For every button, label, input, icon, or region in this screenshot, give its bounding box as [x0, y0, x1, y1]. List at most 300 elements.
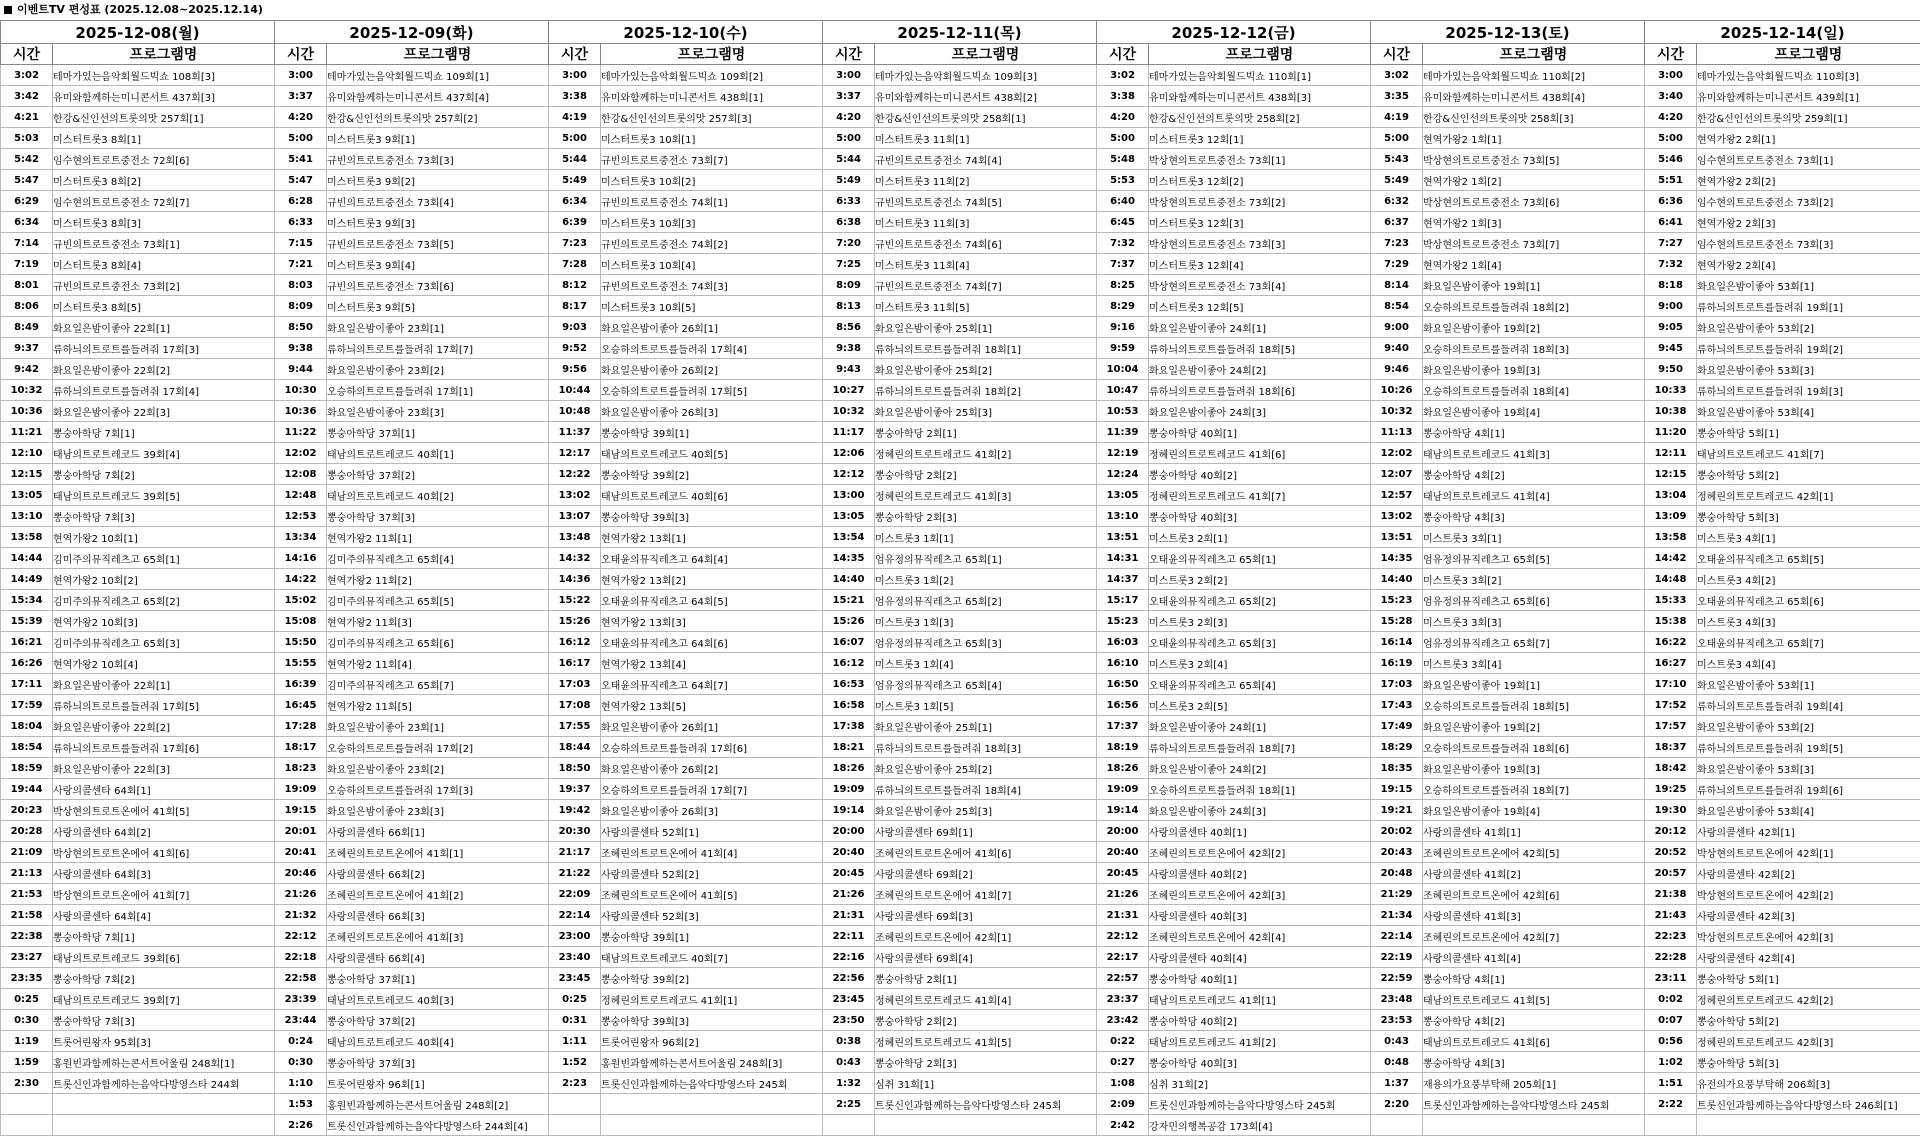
time-cell: 7:23: [1371, 233, 1423, 254]
time-cell: 9:56: [549, 359, 601, 380]
time-cell: 14:22: [275, 569, 327, 590]
table-row: [1, 1115, 1920, 1136]
program-cell: 오승하의트로트를들려줘 17회[4]: [601, 338, 823, 359]
time-cell: 23:11: [1645, 968, 1697, 989]
time-cell: 2:23: [549, 1073, 601, 1094]
time-cell: 7:37: [1097, 254, 1149, 275]
program-cell: 류하늬의트로트를들려줘 19회[1]: [1697, 296, 1920, 317]
program-cell: 박상현의트로트온에어 41회[5]: [53, 800, 275, 821]
program-cell: 화요일은밤이좋아 23회[1]: [327, 317, 549, 338]
program-cell: 현역가왕2 2회[4]: [1697, 254, 1920, 275]
program-cell: 화요일은밤이좋아 24회[2]: [1149, 359, 1371, 380]
time-cell: 12:15: [1645, 464, 1697, 485]
program-cell: 트롯신인과함께하는음악다방영스타 245회: [1423, 1094, 1645, 1115]
program-cell: 사랑의콜센타 40회[2]: [1149, 863, 1371, 884]
time-cell: 5:00: [1645, 128, 1697, 149]
time-cell: 9:00: [1371, 317, 1423, 338]
time-cell: [1, 1115, 53, 1136]
time-cell: 1:52: [549, 1052, 601, 1073]
time-cell: 8:09: [275, 296, 327, 317]
table-row: [1, 254, 1920, 275]
program-cell: 류하늬의트로트를들려줘 18회[4]: [875, 779, 1097, 800]
time-cell: 10:32: [1371, 401, 1423, 422]
program-cell: 오승하의트로트를들려줘 18회[4]: [1423, 380, 1645, 401]
time-cell: 19:21: [1371, 800, 1423, 821]
time-cell: 0:24: [275, 1031, 327, 1052]
time-cell: 7:32: [1645, 254, 1697, 275]
program-cell: 미스터트롯3 10회[5]: [601, 296, 823, 317]
program-column-header: 프로그램명: [327, 44, 549, 65]
time-cell: 18:37: [1645, 737, 1697, 758]
time-cell: 18:44: [549, 737, 601, 758]
program-cell: 재용의가요풍부탁해 205회[1]: [1423, 1073, 1645, 1094]
program-cell: 현역가왕2 10회[2]: [53, 569, 275, 590]
program-cell: 박상현의트로트온에어 42회[3]: [1697, 926, 1920, 947]
program-cell: 태남의트로트레코드 40회[6]: [601, 485, 823, 506]
program-cell: 유전의가요풍부탁해 206회[3]: [1697, 1073, 1920, 1094]
program-cell: 화요일은밤이좋아 53회[3]: [1697, 359, 1920, 380]
program-cell: 조혜린의트로트온에어 42회[4]: [1149, 926, 1371, 947]
time-cell: 15:21: [823, 590, 875, 611]
time-cell: 21:34: [1371, 905, 1423, 926]
program-cell: 화요일은밤이좋아 26회[2]: [601, 359, 823, 380]
program-cell: 화요일은밤이좋아 24회[3]: [1149, 800, 1371, 821]
time-cell: 6:33: [823, 191, 875, 212]
time-cell: 16:50: [1097, 674, 1149, 695]
program-cell: 김미주의뮤직레츠고 65회[3]: [53, 632, 275, 653]
time-cell: 12:19: [1097, 443, 1149, 464]
program-cell: 화요일은밤이좋아 26회[3]: [601, 800, 823, 821]
program-cell: 뽕숭아학당 37회[1]: [327, 968, 549, 989]
program-cell: 화요일은밤이좋아 25회[2]: [875, 359, 1097, 380]
time-cell: 3:00: [823, 65, 875, 86]
program-cell: 류하늬의트로트를들려줘 17회[7]: [327, 338, 549, 359]
time-cell: 3:00: [1645, 65, 1697, 86]
time-cell: 15:23: [1097, 611, 1149, 632]
program-cell: 현역가왕2 10회[1]: [53, 527, 275, 548]
program-cell: 홍원빈과함께하는콘서트어울림 248회[2]: [327, 1094, 549, 1115]
program-cell: 엄유정의뮤직레츠고 65회[7]: [1423, 632, 1645, 653]
table-row: [1, 107, 1920, 128]
program-cell: 오태윤의뮤직레츠고 65회[6]: [1697, 590, 1920, 611]
time-column-header: 시간: [1097, 44, 1149, 65]
program-cell: 현역가왕2 2회[2]: [1697, 170, 1920, 191]
program-cell: 테마가있는음악회월드빅쇼 109회[1]: [327, 65, 549, 86]
program-cell: 태남의트로트레코드 39회[6]: [53, 947, 275, 968]
time-cell: 20:23: [1, 800, 53, 821]
time-cell: 13:05: [823, 506, 875, 527]
program-cell: 정혜린의트로트레코드 42회[3]: [1697, 1031, 1920, 1052]
program-cell: 조혜린의트로트온에어 41회[6]: [875, 842, 1097, 863]
time-cell: 21:13: [1, 863, 53, 884]
time-cell: 20:00: [823, 821, 875, 842]
time-cell: 23:44: [275, 1010, 327, 1031]
program-cell: 태남의트로트레코드 39회[4]: [53, 443, 275, 464]
program-cell: 엄유정의뮤직레츠고 65회[3]: [875, 632, 1097, 653]
time-cell: 17:52: [1645, 695, 1697, 716]
program-cell: 미스터트롯3 11회[1]: [875, 128, 1097, 149]
program-cell: 트롯신인과함께하는음악다방영스타 245회: [1149, 1094, 1371, 1115]
time-cell: 23:45: [823, 989, 875, 1010]
program-cell: 류하늬의트로트를들려줘 18회[5]: [1149, 338, 1371, 359]
time-cell: 9:38: [275, 338, 327, 359]
program-cell: 류하늬의트로트를들려줘 17회[5]: [53, 695, 275, 716]
program-cell: 한강&신인선의트롯의맛 257회[3]: [601, 107, 823, 128]
time-cell: 18:04: [1, 716, 53, 737]
program-cell: 조혜린의트로트온에어 42회[6]: [1423, 884, 1645, 905]
table-row: [1, 989, 1920, 1010]
time-cell: 10:44: [549, 380, 601, 401]
column-header-row: [1, 44, 1920, 65]
time-column-header: 시간: [549, 44, 601, 65]
program-cell: 오태윤의뮤직레츠고 65회[5]: [1697, 548, 1920, 569]
time-cell: 1:11: [549, 1031, 601, 1052]
time-cell: 17:03: [1371, 674, 1423, 695]
time-cell: 14:42: [1645, 548, 1697, 569]
program-cell: 미스트롯3 1회[4]: [875, 653, 1097, 674]
time-cell: 3:02: [1371, 65, 1423, 86]
time-cell: 20:43: [1371, 842, 1423, 863]
table-row: [1, 884, 1920, 905]
program-cell: 태남의트로트레코드 41회[5]: [1423, 989, 1645, 1010]
program-cell: 현역가왕2 11회[5]: [327, 695, 549, 716]
program-cell: 규빈의트로트중전소 73회[7]: [601, 149, 823, 170]
program-cell: 김미주의뮤직레츠고 65회[1]: [53, 548, 275, 569]
time-cell: 12:02: [275, 443, 327, 464]
program-cell: 박상현의트로트온에어 41회[6]: [53, 842, 275, 863]
program-cell: 사랑의콜센타 66회[3]: [327, 905, 549, 926]
table-row: [1, 170, 1920, 191]
program-cell: 류하늬의트로트를들려줘 19회[3]: [1697, 380, 1920, 401]
program-cell: 김미주의뮤직레츠고 65회[6]: [327, 632, 549, 653]
time-cell: 8:56: [823, 317, 875, 338]
day-header-1: 2025-12-09(화): [275, 21, 549, 44]
program-cell: 엄유정의뮤직레츠고 65회[6]: [1423, 590, 1645, 611]
time-cell: 16:26: [1, 653, 53, 674]
time-cell: 11:22: [275, 422, 327, 443]
time-cell: 5:49: [1371, 170, 1423, 191]
time-cell: 3:00: [549, 65, 601, 86]
program-cell: 오승하의트로트를들려줘 18회[6]: [1423, 737, 1645, 758]
time-cell: 20:01: [275, 821, 327, 842]
time-cell: 16:07: [823, 632, 875, 653]
program-cell: 사랑의콜센타 52회[2]: [601, 863, 823, 884]
program-cell: 미스터트롯3 9회[4]: [327, 254, 549, 275]
time-cell: 2:26: [275, 1115, 327, 1136]
program-cell: 오태윤의뮤직레츠고 65회[1]: [1149, 548, 1371, 569]
time-cell: 14:35: [1371, 548, 1423, 569]
time-cell: 19:30: [1645, 800, 1697, 821]
program-cell: 오승하의트로트를들려줘 18회[1]: [1149, 779, 1371, 800]
time-cell: 3:02: [1, 65, 53, 86]
program-cell: 태남의트로트레코드 41회[6]: [1423, 1031, 1645, 1052]
program-cell: 화요일은밤이좋아 53회[3]: [1697, 758, 1920, 779]
time-cell: 23:40: [549, 947, 601, 968]
program-cell: 미스트롯3 3회[4]: [1423, 653, 1645, 674]
program-cell: 사랑의콜센타 41회[1]: [1423, 821, 1645, 842]
time-cell: 5:46: [1645, 149, 1697, 170]
time-cell: 19:09: [275, 779, 327, 800]
time-cell: 10:33: [1645, 380, 1697, 401]
time-cell: 15:34: [1, 590, 53, 611]
time-cell: 23:45: [549, 968, 601, 989]
program-cell: 뽕숭아학당 4회[2]: [1423, 464, 1645, 485]
time-cell: 3:35: [1371, 86, 1423, 107]
program-cell: 뽕숭아학당 5회[1]: [1697, 422, 1920, 443]
program-cell: [1423, 1115, 1645, 1136]
time-cell: 5:41: [275, 149, 327, 170]
program-cell: 태남의트로트레코드 41회[2]: [1149, 1031, 1371, 1052]
schedule-body: [1, 65, 1920, 1136]
time-cell: 19:14: [823, 800, 875, 821]
time-cell: 10:27: [823, 380, 875, 401]
program-column-header: 프로그램명: [601, 44, 823, 65]
program-cell: [53, 1094, 275, 1115]
program-cell: 류하늬의트로트를들려줘 19회[6]: [1697, 779, 1920, 800]
program-cell: 테마가있는음악회월드빅쇼 110회[2]: [1423, 65, 1645, 86]
time-cell: 12:22: [549, 464, 601, 485]
program-cell: 화요일은밤이좋아 53회[2]: [1697, 716, 1920, 737]
program-cell: 규빈의트로트중전소 74회[4]: [875, 149, 1097, 170]
page-title-text: 이벤트TV 편성표 (2025.12.08~2025.12.14): [17, 3, 263, 16]
program-cell: 화요일은밤이좋아 19회[2]: [1423, 716, 1645, 737]
time-cell: 12:48: [275, 485, 327, 506]
program-cell: 조혜린의트로트온에어 42회[1]: [875, 926, 1097, 947]
table-row: [1, 926, 1920, 947]
program-cell: [601, 1115, 823, 1136]
program-cell: 류하늬의트로트를들려줘 18회[1]: [875, 338, 1097, 359]
program-cell: 현역가왕2 2회[3]: [1697, 212, 1920, 233]
program-cell: 오태윤의뮤직레츠고 64회[6]: [601, 632, 823, 653]
program-cell: 유미와함께하는미니콘서트 438회[2]: [875, 86, 1097, 107]
program-cell: 오태윤의뮤직레츠고 65회[2]: [1149, 590, 1371, 611]
program-cell: 유미와함께하는미니콘서트 439회[1]: [1697, 86, 1920, 107]
time-cell: 7:19: [1, 254, 53, 275]
time-cell: 6:28: [275, 191, 327, 212]
time-cell: [1645, 1115, 1697, 1136]
program-cell: 오승하의트로트를들려줘 17회[6]: [601, 737, 823, 758]
program-cell: 엄유정의뮤직레츠고 65회[1]: [875, 548, 1097, 569]
program-cell: 미스트롯3 3회[1]: [1423, 527, 1645, 548]
program-cell: 사랑의콜센타 64회[1]: [53, 779, 275, 800]
time-cell: 21:26: [1097, 884, 1149, 905]
time-cell: 0:27: [1097, 1052, 1149, 1073]
time-cell: 5:51: [1645, 170, 1697, 191]
program-cell: 사랑의콜센타 42회[4]: [1697, 947, 1920, 968]
program-cell: 미스터트롯3 8회[4]: [53, 254, 275, 275]
program-column-header: 프로그램명: [53, 44, 275, 65]
program-cell: 현역가왕2 13회[3]: [601, 611, 823, 632]
program-cell: 조혜린의트로트온에어 41회[7]: [875, 884, 1097, 905]
time-cell: 20:30: [549, 821, 601, 842]
time-cell: 17:49: [1371, 716, 1423, 737]
time-cell: 5:00: [549, 128, 601, 149]
program-cell: 뽕숭아학당 39회[1]: [601, 926, 823, 947]
time-cell: 21:38: [1645, 884, 1697, 905]
time-cell: 17:03: [549, 674, 601, 695]
time-cell: 8:49: [1, 317, 53, 338]
time-cell: 13:54: [823, 527, 875, 548]
program-cell: 류하늬의트로트를들려줘 18회[2]: [875, 380, 1097, 401]
time-cell: 16:22: [1645, 632, 1697, 653]
time-cell: [823, 1115, 875, 1136]
page-title: [0, 0, 1920, 20]
time-cell: 15:26: [823, 611, 875, 632]
time-cell: 0:43: [823, 1052, 875, 1073]
program-cell: 미스터트롯3 11회[5]: [875, 296, 1097, 317]
time-cell: 6:39: [549, 212, 601, 233]
program-cell: 트롯어린왕자 96회[1]: [327, 1073, 549, 1094]
program-cell: 뽕숭아학당 40회[2]: [1149, 464, 1371, 485]
time-cell: 17:11: [1, 674, 53, 695]
time-cell: 18:54: [1, 737, 53, 758]
program-cell: 정혜린의트로트레코드 41회[5]: [875, 1031, 1097, 1052]
program-cell: 뽕숭아학당 4회[3]: [1423, 1052, 1645, 1073]
program-cell: 뽕숭아학당 4회[3]: [1423, 506, 1645, 527]
day-header-6: 2025-12-14(일): [1645, 21, 1920, 44]
program-cell: 테마가있는음악회월드빅쇼 110회[3]: [1697, 65, 1920, 86]
program-cell: 한강&신인선의트롯의맛 257회[2]: [327, 107, 549, 128]
program-cell: 화요일은밤이좋아 26회[1]: [601, 716, 823, 737]
time-cell: 22:59: [1371, 968, 1423, 989]
program-cell: 현역가왕2 13회[4]: [601, 653, 823, 674]
time-cell: 12:10: [1, 443, 53, 464]
program-cell: 오승하의트로트를들려줘 18회[5]: [1423, 695, 1645, 716]
time-cell: 18:17: [275, 737, 327, 758]
program-cell: 정혜린의트로트레코드 41회[6]: [1149, 443, 1371, 464]
program-cell: 뽕숭아학당 5회[1]: [1697, 968, 1920, 989]
time-cell: 21:31: [823, 905, 875, 926]
table-row: [1, 233, 1920, 254]
time-cell: 15:50: [275, 632, 327, 653]
program-cell: [1697, 1115, 1920, 1136]
time-cell: 10:48: [549, 401, 601, 422]
program-cell: 김미주의뮤직레츠고 65회[2]: [53, 590, 275, 611]
table-row: [1, 464, 1920, 485]
time-cell: 13:34: [275, 527, 327, 548]
program-cell: 오태윤의뮤직레츠고 64회[5]: [601, 590, 823, 611]
time-cell: 9:00: [1645, 296, 1697, 317]
program-cell: 류하늬의트로트를들려줘 19회[5]: [1697, 737, 1920, 758]
time-cell: 0:30: [1, 1010, 53, 1031]
time-cell: 22:14: [549, 905, 601, 926]
program-cell: 류하늬의트로트를들려줘 18회[3]: [875, 737, 1097, 758]
time-cell: 3:02: [1097, 65, 1149, 86]
program-cell: 뽕숭아학당 2회[2]: [875, 464, 1097, 485]
time-cell: 5:43: [1371, 149, 1423, 170]
time-cell: 9:50: [1645, 359, 1697, 380]
program-cell: 오승하의트로트를들려줘 17회[1]: [327, 380, 549, 401]
time-cell: 16:45: [275, 695, 327, 716]
program-cell: 뽕숭아학당 37회[2]: [327, 464, 549, 485]
program-cell: 미스트롯3 1회[1]: [875, 527, 1097, 548]
time-cell: 8:29: [1097, 296, 1149, 317]
time-cell: 16:14: [1371, 632, 1423, 653]
time-cell: 5:49: [823, 170, 875, 191]
time-cell: 16:10: [1097, 653, 1149, 674]
time-cell: 5:47: [275, 170, 327, 191]
time-cell: 1:37: [1371, 1073, 1423, 1094]
program-cell: 조혜린의트로트온에어 41회[4]: [601, 842, 823, 863]
time-cell: 8:09: [823, 275, 875, 296]
time-cell: 12:53: [275, 506, 327, 527]
program-cell: 트롯어린왕자 95회[3]: [53, 1031, 275, 1052]
table-row: [1, 548, 1920, 569]
program-cell: 미스트롯3 2회[1]: [1149, 527, 1371, 548]
table-row: [1, 653, 1920, 674]
time-cell: 18:59: [1, 758, 53, 779]
program-cell: 김미주의뮤직레츠고 65회[4]: [327, 548, 549, 569]
table-row: [1, 611, 1920, 632]
time-cell: 21:22: [549, 863, 601, 884]
program-cell: 화요일은밤이좋아 26회[3]: [601, 401, 823, 422]
program-cell: 사랑의콜센타 66회[2]: [327, 863, 549, 884]
program-cell: 현역가왕2 1회[3]: [1423, 212, 1645, 233]
program-cell: 미스트롯3 4회[1]: [1697, 527, 1920, 548]
program-cell: 임수현의트로트중전소 73회[1]: [1697, 149, 1920, 170]
table-row: [1, 443, 1920, 464]
program-cell: 규빈의트로트중전소 74회[2]: [601, 233, 823, 254]
program-cell: 미스터트롯3 12회[4]: [1149, 254, 1371, 275]
time-cell: 21:53: [1, 884, 53, 905]
time-cell: 3:38: [1097, 86, 1149, 107]
program-cell: 태남의트로트레코드 39회[7]: [53, 989, 275, 1010]
program-cell: 미스터트롯3 11회[4]: [875, 254, 1097, 275]
time-cell: 23:42: [1097, 1010, 1149, 1031]
table-row: [1, 506, 1920, 527]
time-cell: 9:37: [1, 338, 53, 359]
program-cell: 사랑의콜센타 69회[4]: [875, 947, 1097, 968]
time-cell: 15:33: [1645, 590, 1697, 611]
program-cell: 뽕숭아학당 2회[3]: [875, 506, 1097, 527]
program-cell: 사랑의콜센타 41회[3]: [1423, 905, 1645, 926]
program-cell: 규빈의트로트중전소 73회[3]: [327, 149, 549, 170]
time-column-header: 시간: [1, 44, 53, 65]
time-cell: 22:18: [275, 947, 327, 968]
time-cell: 13:10: [1, 506, 53, 527]
program-cell: 정혜린의트로트레코드 42회[1]: [1697, 485, 1920, 506]
program-cell: 규빈의트로트중전소 73회[6]: [327, 275, 549, 296]
time-cell: 12:57: [1371, 485, 1423, 506]
program-cell: 미스트롯3 3회[2]: [1423, 569, 1645, 590]
program-cell: 류하늬의트로트를들려줘 19회[4]: [1697, 695, 1920, 716]
program-cell: 조혜린의트로트온에어 42회[3]: [1149, 884, 1371, 905]
time-cell: 23:37: [1097, 989, 1149, 1010]
program-cell: 뽕숭아학당 4회[1]: [1423, 422, 1645, 443]
time-cell: [549, 1094, 601, 1115]
time-cell: 5:47: [1, 170, 53, 191]
time-cell: 8:13: [823, 296, 875, 317]
time-cell: 18:26: [1097, 758, 1149, 779]
time-column-header: 시간: [1371, 44, 1423, 65]
program-cell: 태남의트로트레코드 39회[5]: [53, 485, 275, 506]
time-cell: 22:12: [275, 926, 327, 947]
program-cell: 규빈의트로트중전소 73회[2]: [53, 275, 275, 296]
program-cell: 정혜린의트로트레코드 41회[7]: [1149, 485, 1371, 506]
time-cell: 13:05: [1097, 485, 1149, 506]
time-cell: 16:53: [823, 674, 875, 695]
time-cell: 18:21: [823, 737, 875, 758]
time-cell: 18:19: [1097, 737, 1149, 758]
program-cell: 홍원빈과함께하는콘서트어울림 248회[1]: [53, 1052, 275, 1073]
program-cell: 화요일은밤이좋아 22회[3]: [53, 758, 275, 779]
program-cell: 사랑의콜센타 64회[4]: [53, 905, 275, 926]
time-cell: 4:20: [1097, 107, 1149, 128]
time-cell: 4:20: [1645, 107, 1697, 128]
time-cell: 2:30: [1, 1073, 53, 1094]
program-cell: 화요일은밤이좋아 19회[2]: [1423, 317, 1645, 338]
time-cell: 22:19: [1371, 947, 1423, 968]
